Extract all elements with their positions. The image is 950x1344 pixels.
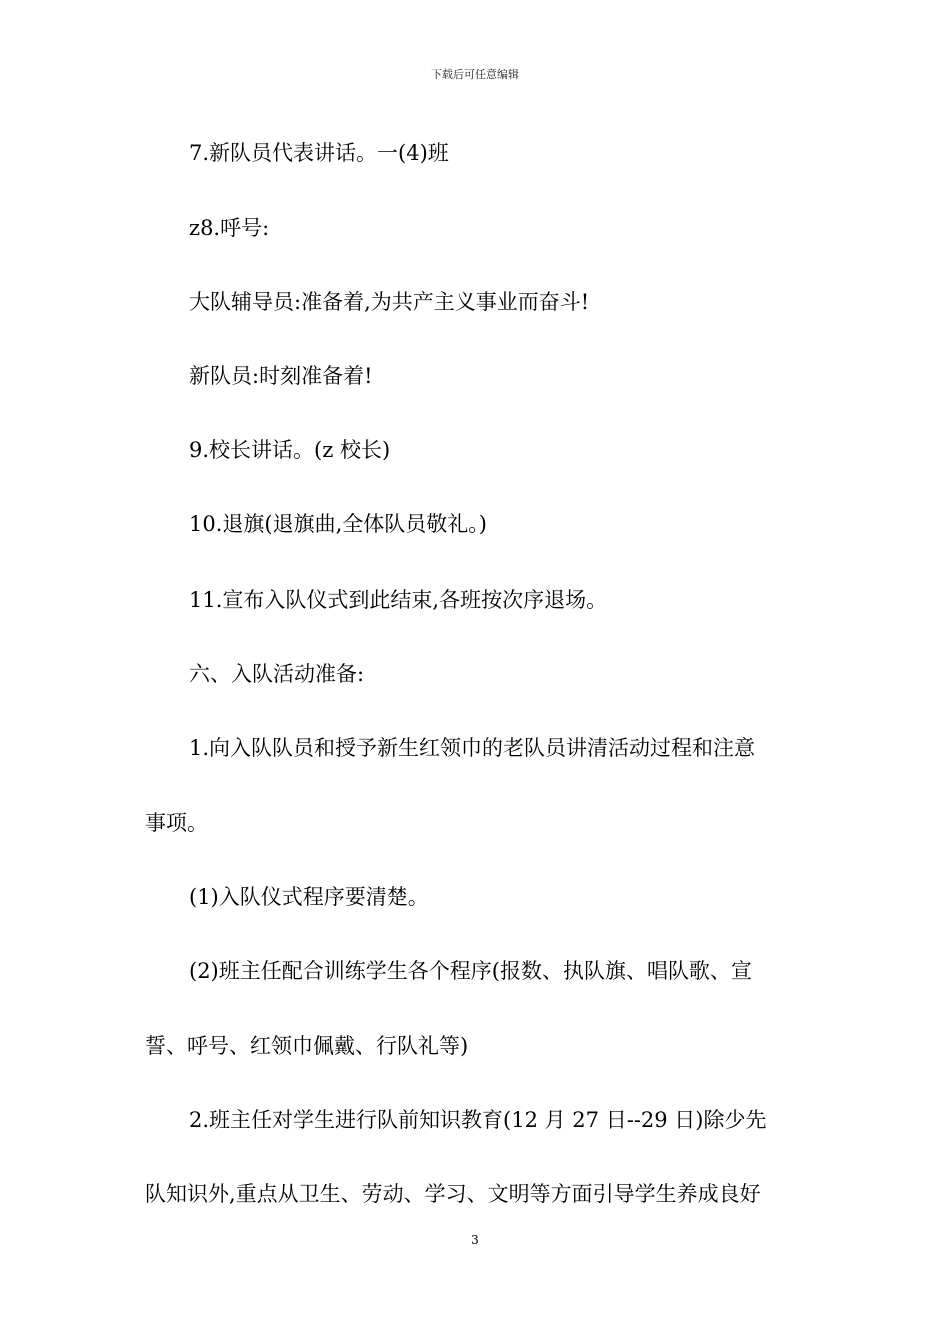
text-line: 事项。 [145, 811, 208, 835]
text-line: 大队辅导员:准备着,为共产主义事业而奋斗! [189, 290, 590, 314]
text-line: (2)班主任配合训练学生各个程序(报数、执队旗、唱队歌、宣 [189, 959, 752, 983]
text-line: 新队员:时刻准备着! [189, 364, 373, 388]
text-line: 10.退旗(退旗曲,全体队员敬礼。) [189, 512, 487, 536]
text-line: 9.校长讲话。(z 校长) [189, 438, 391, 462]
text-line: 1.向入队队员和授予新生红领巾的老队员讲清活动过程和注意 [189, 736, 756, 760]
page-header-note: 下载后可任意编辑 [431, 68, 519, 81]
text-line: z8.呼号: [189, 216, 270, 240]
page-number: 3 [471, 1233, 479, 1247]
text-line: 11.宣布入队仪式到此结束,各班按次序退场。 [189, 588, 608, 612]
text-line: (1)入队仪式程序要清楚。 [189, 885, 429, 909]
text-line: 7.新队员代表讲话。一(4)班 [189, 141, 449, 165]
text-line: 2.班主任对学生进行队前知识教育(12 月 27 日--29 日)除少先 [189, 1108, 767, 1132]
text-line: 誓、呼号、红领巾佩戴、行队礼等) [145, 1034, 469, 1058]
text-line: 队知识外,重点从卫生、劳动、学习、文明等方面引导学生养成良好 [145, 1182, 761, 1206]
section-heading: 六、入队活动准备: [189, 662, 365, 686]
